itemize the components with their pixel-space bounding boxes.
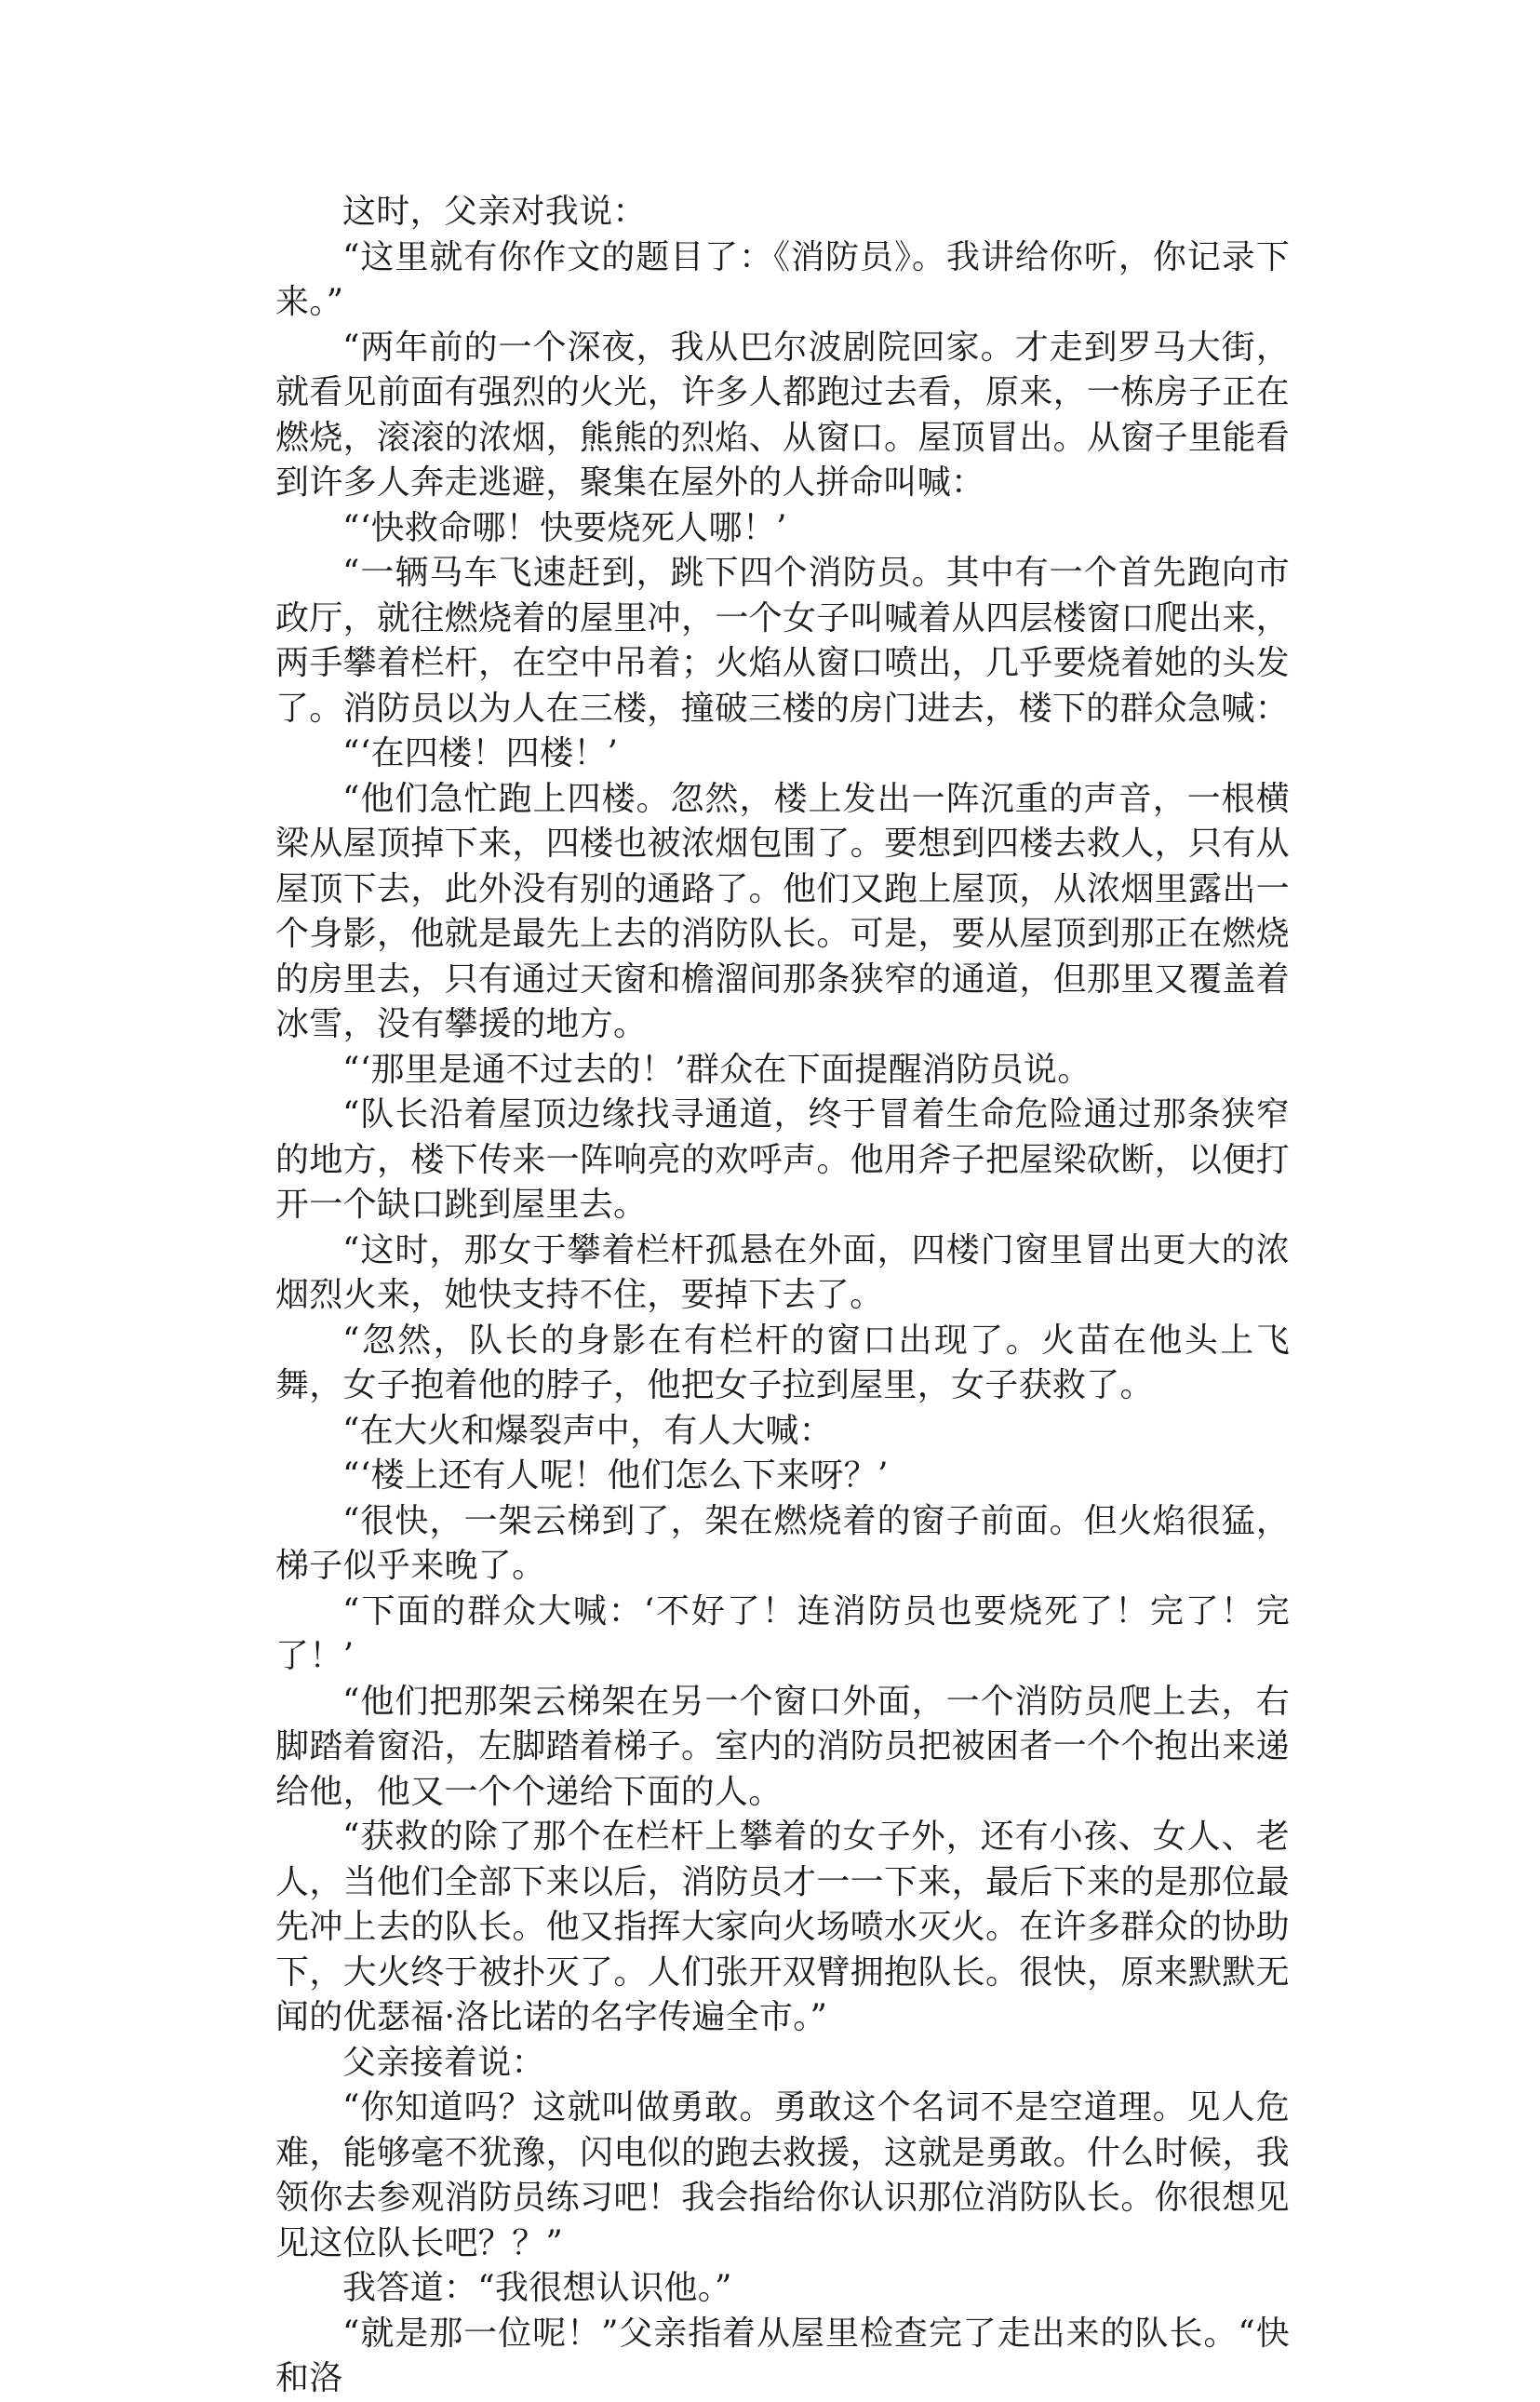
paragraph: “‘快救命哪！快要烧死人哪！’ [342, 508, 787, 547]
paragraph: 我答道：“我很想认识他。” [342, 2269, 732, 2307]
paragraph: “忽然，队长的身影在有栏杆的窗口出现了。火苗在他头上飞舞，女子抱着他的脖子，他把女子拉到屋里，女子获救了。 [275, 1321, 1290, 1404]
paragraph: “‘在四楼！四楼！’ [342, 734, 619, 772]
paragraph: 这时，父亲对我说： [342, 193, 647, 231]
paragraph: “‘楼上还有人呢！他们怎么下来呀？’ [342, 1456, 889, 1495]
paragraph: “下面的群众大喊：‘不好了！连消防员也要烧死了！完了！完了！’ [275, 1591, 1290, 1675]
paragraph: “‘那里是通不过去的！’群众在下面提醒消防员说。 [342, 1050, 1091, 1089]
body-text [275, 190, 1290, 2402]
paragraph: “在大火和爆裂声中，有人大喊： [342, 1411, 833, 1450]
paragraph: “队长沿着屋顶边缘找寻通道，终于冒着生命危险通过那条狭窄的地方，楼下传来一阵响亮的欢呼声。他用斧子把屋梁砍断，以便打开一个缺口跳到屋里去。 [275, 1095, 1290, 1224]
paragraph: “这时，那女于攀着栏杆孤悬在外面，四楼门窗里冒出更大的浓烟烈火来，她快支持不住，要掉下去了。 [275, 1230, 1290, 1314]
paragraph: “你知道吗？这就叫做勇敢。勇敢这个名词不是空道理。见人危难，能够毫不犹豫，闪电似的跑去救援，这就是勇敢。什么时候，我领你去参观消防员练习吧！我会指给你认识那位消防队长。你很想见见这位队长吧？？” [275, 2088, 1290, 2262]
paragraph: “就是那一位呢！”父亲指着从屋里检查完了走出来的队长。“快和洛 [275, 2314, 1290, 2397]
paragraph: 父亲接着说： [342, 2043, 545, 2082]
paragraph: “两年前的一个深夜，我从巴尔波剧院回家。才走到罗马大街，就看见前面有强烈的火光，许多人都跑过去看，原来，一栋房子正在燃烧，滚滚的浓烟，熊熊的烈焰、从窗口。屋顶冒出。从窗子里能看到许多人奔走逃避，聚集在屋外的人拼命叫喊： [275, 328, 1290, 502]
paragraph: “获救的除了那个在栏杆上攀着的女子外，还有小孩、女人、老人，当他们全部下来以后，消防员才一一下来，最后下来的是那位最先冲上去的队长。他又指挥大家向火场喷水灭火。在许多群众的协助下，大火终于被扑灭了。人们张开双臂拥抱队长。很快，原来默默无闻的优瑟福·洛比诺的名字传遍全市。” [275, 1818, 1290, 2036]
paragraph: “很快，一架云梯到了，架在燃烧着的窗子前面。但火焰很猛，梯子似乎来晚了。 [275, 1501, 1290, 1585]
paragraph: “他们急忙跑上四楼。忽然，楼上发出一阵沉重的声音，一根横梁从屋顶掉下来，四楼也被浓烟包围了。要想到四楼去救人，只有从屋顶下去，此外没有别的通路了。他们又跑上屋顶，从浓烟里露出一个身影，他就是最先上去的消防队长。可是，要从屋顶到那正在燃烧的房里去，只有通过天窗和檐溜间那条狭窄的通道，但那里又覆盖着冰雪，没有攀援的地方。 [275, 779, 1290, 1043]
paragraph: “他们把那架云梯架在另一个窗口外面，一个消防员爬上去，右脚踏着窗沿，左脚踏着梯子。室内的消防员把被困者一个个抱出来递给他，他又一个个递给下面的人。 [275, 1682, 1290, 1811]
paragraph: “这里就有你作文的题目了：《消防员》。我讲给你听，你记录下来。” [275, 237, 1290, 321]
paragraph: “一辆马车飞速赶到，跳下四个消防员。其中有一个首先跑向市政厅，就往燃烧着的屋里冲，一个女子叫喊着从四层楼窗口爬出来，两手攀着栏杆，在空中吊着；火焰从窗口喷出，几乎要烧着她的头发了。消防员以为人在三楼，撞破三楼的房门进去，楼下的群众急喊： [275, 554, 1290, 728]
